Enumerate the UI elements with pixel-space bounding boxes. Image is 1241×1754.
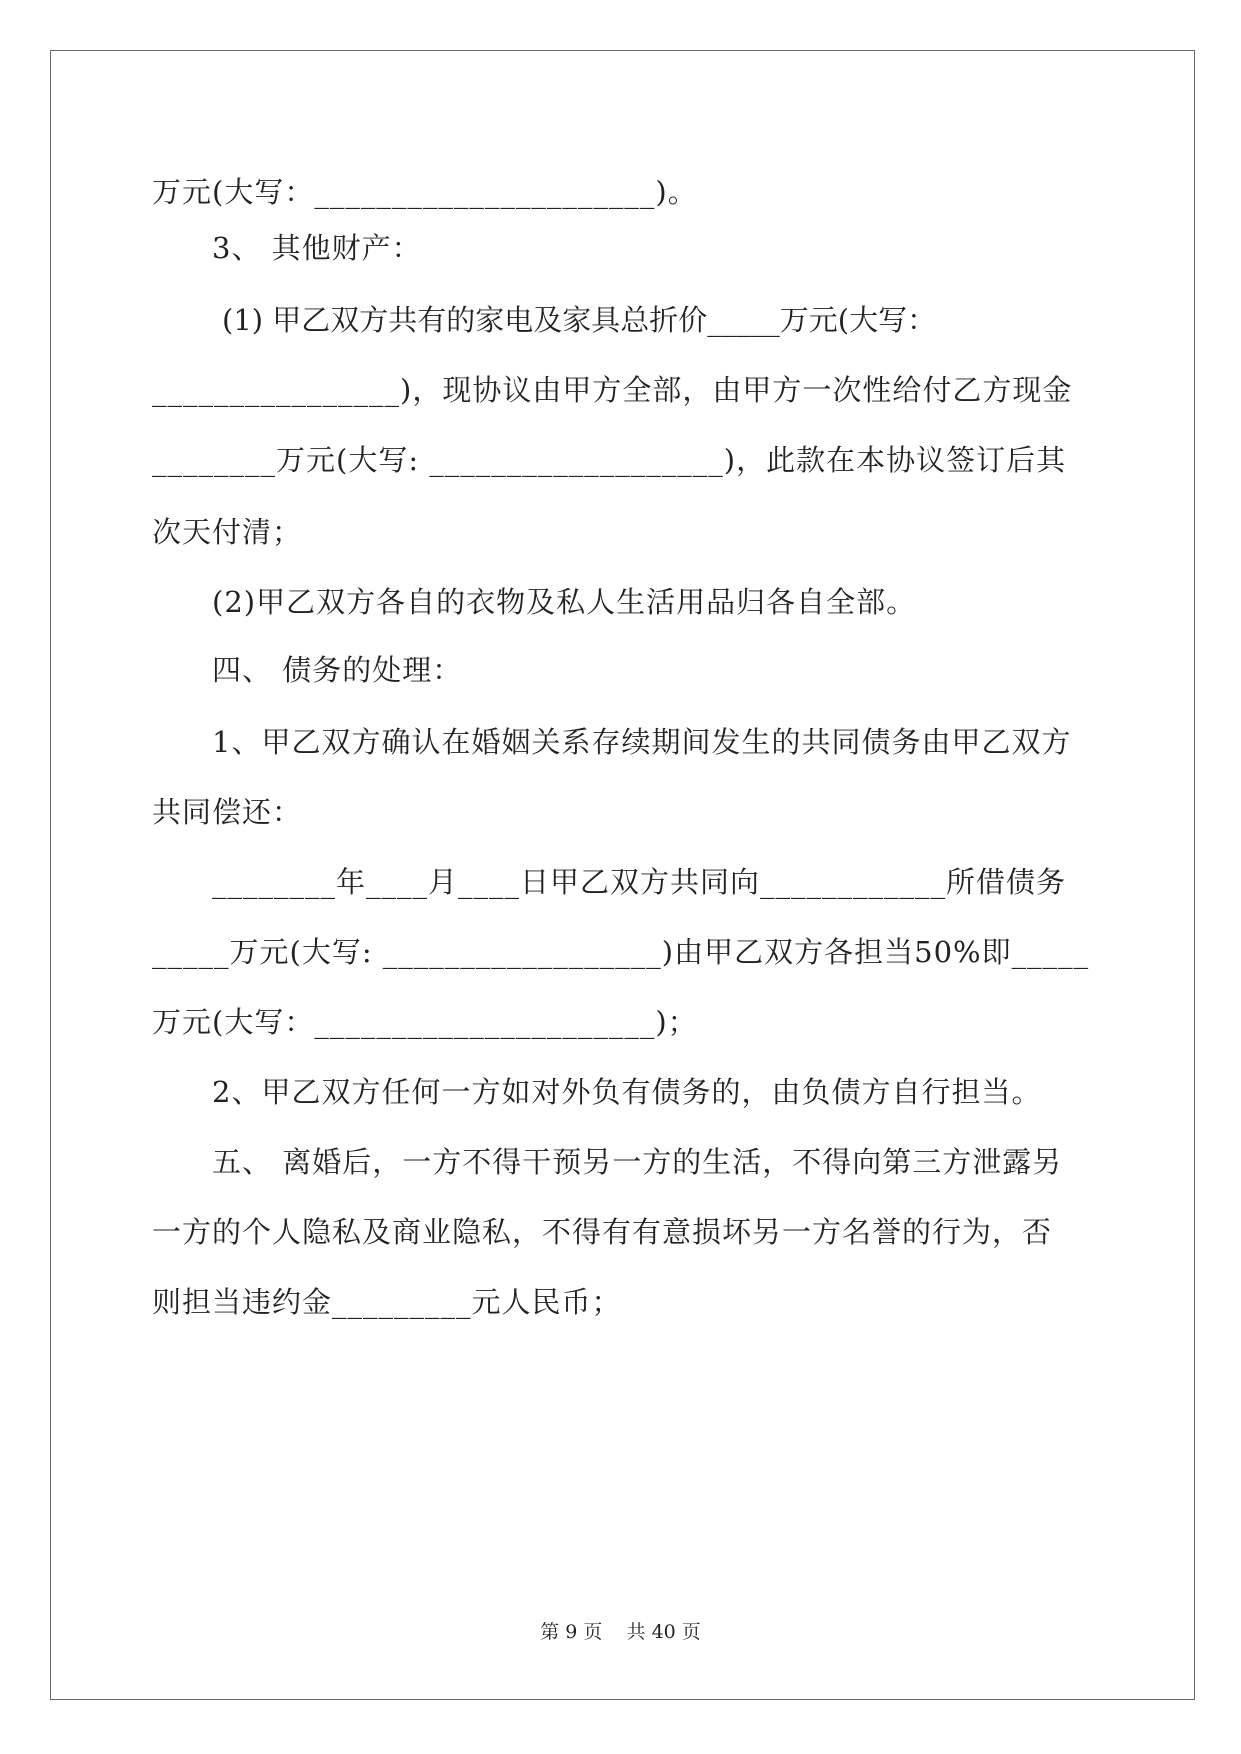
text-line-17: 则担当违约金_________元人民币； <box>152 1285 622 1319</box>
section-heading-debt: 四、 债务的处理： <box>212 653 463 687</box>
text-line-3-content: (1) 甲乙双方共有的家电及家具总折价_____万元(大写： <box>222 303 937 337</box>
text-line-12: _____万元(大写: __________________)由甲乙双方各担当50%即_____ <box>152 935 1090 969</box>
text-line-10: 共同偿还： <box>152 795 303 829</box>
section-heading-after-divorce: 五、 离婚后，一方不得干预另一方的生活，不得向第三方泄露另 <box>212 1145 1063 1179</box>
text-line-4: ________________)，现协议由甲方全部，由甲方一次性给付乙方现金 <box>152 373 1073 407</box>
text-line-9: 1、甲乙双方确认在婚姻关系存续期间发生的共同债务由甲乙双方 <box>212 725 1072 759</box>
text-line-1: 万元(大写：______________________)。 <box>152 175 698 209</box>
text-line-5: ________万元(大写: ___________________)，此款在本协议签订后其 <box>152 443 1067 477</box>
text-line-16: 一方的个人隐私及商业隐私，不得有有意损坏另一方名誉的行为，否 <box>152 1215 1053 1249</box>
text-line-11: ________年____月____日甲乙双方共同向____________所借债务 <box>212 865 1067 899</box>
text-line-6: 次天付清； <box>152 515 303 549</box>
page-footer <box>0 1620 1241 1644</box>
text-line-14: 2、甲乙双方任何一方如对外负有债务的，由负债方自行担当。 <box>212 1075 1042 1109</box>
page-number-label: 第 9 页 共 40 页 <box>540 1621 701 1643</box>
text-line-3 <box>222 300 1092 340</box>
text-line-13: 万元(大写：______________________)； <box>152 1005 698 1039</box>
section-heading-other-property: 3、 其他财产： <box>212 231 422 265</box>
text-line-7: (2)甲乙双方各自的衣物及私人生活用品归各自全部。 <box>212 585 917 619</box>
